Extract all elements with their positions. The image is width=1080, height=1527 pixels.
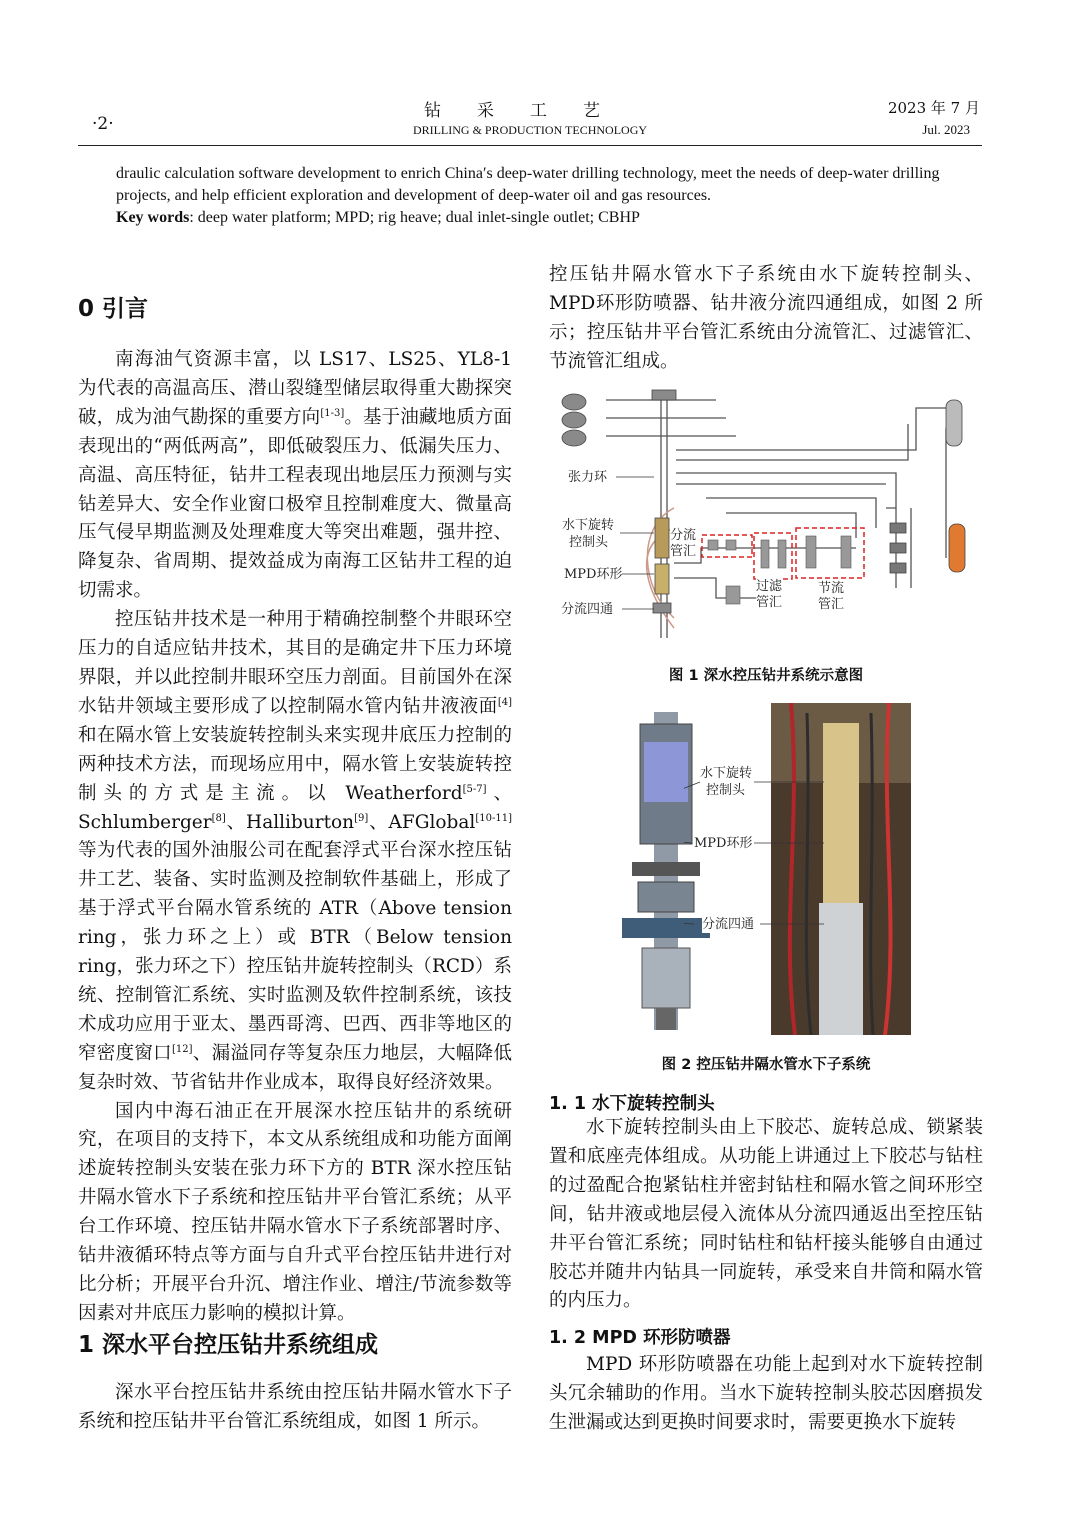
citation: [5-7] [462, 783, 487, 795]
journal-title-cn: 钻采工艺 [424, 101, 636, 121]
citation: [12] [171, 1043, 193, 1055]
label-flow-cross: 分流四通 [561, 602, 614, 617]
page-number: ·2· [92, 114, 114, 134]
label-filter-manifold-2: 管汇 [756, 595, 783, 610]
section-0-title: 0 引言 [78, 296, 149, 322]
header-rule [78, 145, 982, 146]
issue-date-cn: 2023 年 7 月 [887, 99, 980, 117]
intro-paragraph-2: 控压钻井技术是一种用于精确控制整个井眼环空压力的自适应钻井技术，其目的是确定井下压力环境界限，并以此控制井眼环空压力剖面。目前国外在深水钻井领域主要形成了以控制隔水管内钻井液液面[4]和在隔水管上安装旋转控制头来实现井底压力控制的两种技术方法，而现场应用中，隔水管上安装旋转控制头的方式是主流。以 Weatherford[5-7]、Schlumberger[8]、Halliburton[9]、AFGlobal[10-11]等为代表的国外油服公司在配套浮式平台深水控压钻井工艺、装备、实时监测及控制软件基础上，形成了基于浮式平台隔水管系统的 ATR（Above tension ring，张力环之上）或 BTR（Below tension ring，张力环之下）控压钻井旋转控制头（RCD）系统、控制管汇系统、实时监测及软件控制系统，该技术成功应用于亚太、墨西哥湾、巴西、西非等地区的窄密度窗口[12]、漏溢同存等复杂压力地层，大幅降低复杂时效、节省钻井作业成本，取得良好经济效果。 [78, 609, 512, 1093]
label-diverter-manifold-1: 分流 [670, 528, 697, 543]
subsection-1-2-title: 1. 2 MPD 环形防喷器 [549, 1328, 731, 1348]
intro-paragraph-1: 南海油气资源丰富，以 LS17、LS25、YL8-1 为代表的高温高压、潜山裂缝型储层取得重大勘探突破，成为油气勘探的重要方向[1-3]。基于油藏地质方面表现出的“两低两高”，即低破裂压力、低漏失压力、高温、高压特征，钻井工程表现出地层压力预测与实钻差异大、安全作业窗口极窄且控制难度大、微量高压气侵早期监测及处理难度大等突出难题，强井控、降复杂、省周期、提效益成为南海工区钻井工程的迫切需求。 [78, 349, 512, 602]
citation: [4] [497, 696, 512, 708]
label-rcd-2: 控制头 [569, 535, 609, 550]
label-diverter-manifold-2: 管汇 [670, 544, 697, 559]
subsection-1-2-text: MPD 环形防喷器在功能上起到对水下旋转控制头冗余辅助的作用。当水下旋转控制头胶芯因磨损发生泄漏或达到更换时间要求时，需要更换水下旋转 [549, 1354, 983, 1433]
keywords-label: Key words [116, 209, 190, 226]
label-filter-manifold-1: 过滤 [756, 579, 783, 594]
label-tension-ring: 张力环 [568, 470, 608, 485]
section-1-paragraph: 深水平台控压钻井系统由控压钻井隔水管水下子系统和控压钻井平台管汇系统组成，如图 1 所示。 [78, 1382, 512, 1432]
issue-date-en: Jul. 2023 [922, 122, 970, 137]
fig2-label-flow-cross: 分流四通 [702, 917, 755, 932]
section-1-title: 1 深水平台控压钻井系统组成 [78, 1332, 379, 1358]
figure-1-schematic [556, 388, 976, 650]
citation: [1-3] [320, 407, 345, 419]
figure-1-caption: 图 1 深水控压钻井系统示意图 [668, 668, 864, 684]
subsection-1-1-text: 水下旋转控制头由上下胶芯、旋转总成、锁紧装置和底座壳体组成。从功能上讲通过上下胶芯与钻柱的过盈配合抱紧钻柱并密封钻柱和隔水管之间环形空间，钻井液或地层侵入流体从分流四通返出至控压钻井平台管汇系统；同时钻柱和钻杆接头能够自由通过胶芯并随井内钻具一同旋转，承受来自井筒和隔水管的内压力。 [549, 1117, 983, 1312]
keywords [116, 207, 956, 229]
fig2-label-rcd-1: 水下旋转 [700, 766, 753, 781]
citation: [9] [354, 812, 369, 824]
citation: [10-11] [475, 812, 512, 824]
citation: [8] [211, 812, 226, 824]
label-choke-manifold-2: 管汇 [818, 597, 845, 612]
figure-2-caption: 图 2 控压钻井隔水管水下子系统 [661, 1057, 871, 1073]
section-1-paragraph-continued: 控压钻井隔水管水下子系统由水下旋转控制头、MPD环形防喷器、钻井液分流四通组成，如图 2 所示；控压钻井平台管汇系统由分流管汇、过滤管汇、节流管汇组成。 [549, 264, 983, 372]
journal-title-en: DRILLING & PRODUCTION TECHNOLOGY [412, 123, 648, 137]
label-choke-manifold-1: 节流 [818, 581, 845, 596]
label-mpd-annular: MPD环形 [564, 567, 623, 582]
abstract-tail: draulic calculation software development to enrich China′s deep-water drilling technology, meet the needs of deep-water drilling projects, and help efficient exploration and development of deep-water oil and gas resources. [116, 165, 940, 204]
left-column-text [78, 346, 512, 1329]
keywords-text: : deep water platform; MPD; rig heave; dual inlet-single outlet; CBHP [189, 209, 640, 226]
fig2-label-rcd-2: 控制头 [706, 783, 746, 798]
fig2-label-mpd-annular: MPD环形 [694, 836, 753, 851]
figure-2-labels [684, 740, 834, 940]
subsection-1-1-title: 1. 1 水下旋转控制头 [549, 1094, 715, 1114]
label-rcd-1: 水下旋转 [562, 518, 615, 533]
intro-paragraph-3: 国内中海石油正在开展深水控压钻井的系统研究，在项目的支持下，本文从系统组成和功能方面阐述旋转控制头安装在张力环下方的 BTR 深水控压钻井隔水管水下子系统和控压钻井平台管汇系统；从平台工作环境、控压钻井隔水管水下子系统部署时序、钻井液循环特点等方面与自升式平台控压钻井进行对比分析；开展平台升沉、增注作业、增注/节流参数等因素对井底压力影响的模拟计算。 [78, 1100, 512, 1324]
